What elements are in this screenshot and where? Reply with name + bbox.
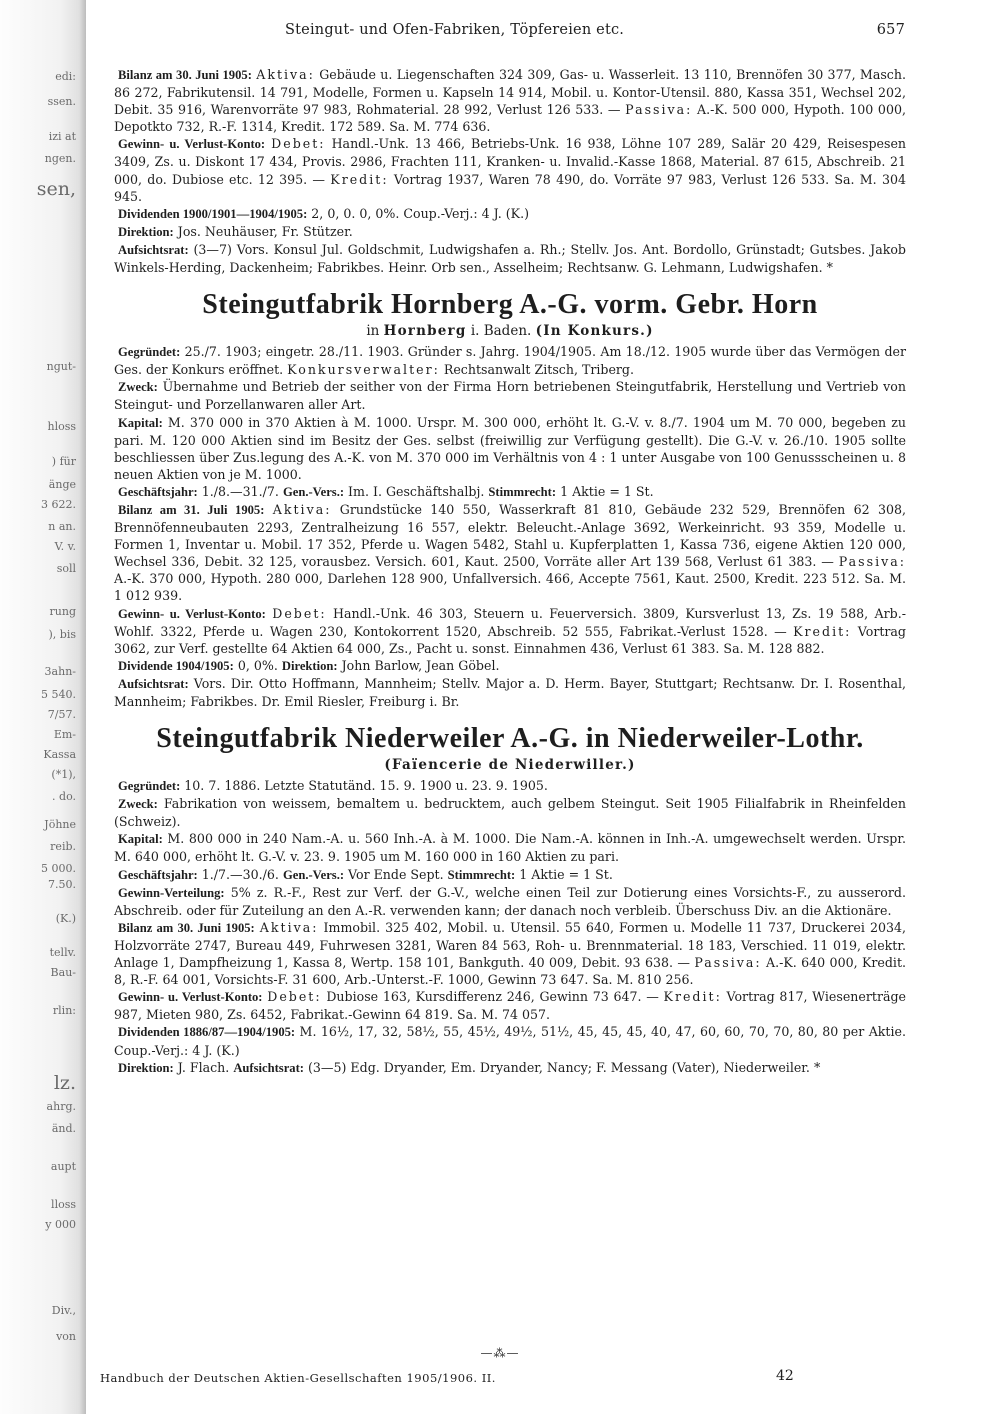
- signature-number: 42: [776, 1368, 794, 1384]
- adjacent-page-fragment: lz.: [53, 1072, 76, 1094]
- company-title: Steingutfabrik Hornberg A.-G. vorm. Gebr. Horn: [202, 289, 818, 321]
- adjacent-page-fragment: änge: [48, 478, 76, 491]
- label-guv: Gewinn- u. Verlust-Konto:: [118, 606, 266, 621]
- entry-continuation: [114, 66, 906, 276]
- company-subtitle: [114, 322, 906, 341]
- adjacent-page-fragment: ahrg.: [46, 1100, 76, 1113]
- subtitle-place: Hornberg: [383, 323, 467, 340]
- aufsichtsrat-text: (3—5) Edg. Dryander, Em. Dryander, Nancy; F. Messang (Vater), Niederweiler. *: [307, 1059, 821, 1075]
- debet-text: Handl.-Unk. 13 466, Betriebs-Unk. 16 938, Löhne 107 289, Salär 20 429, Reisespesen 3409, Zs. u. Diskont 17 434, Provis. 2986, Frachten 111, Kranken- u. Invalid.-Kasse 1868, Material. 87 615, Abschreib. 21 000, do. Dubiose etc. 12 395. —: [114, 136, 907, 187]
- profit-loss-account: [114, 605, 906, 657]
- capital: [114, 414, 906, 483]
- stimmrecht-text: 1 Aktie = 1 St.: [519, 866, 613, 882]
- label-aktiva: Aktiva:: [272, 501, 332, 517]
- adjacent-page-fragment: 5 540.: [41, 688, 76, 701]
- konkursverwalter-text: Rechtsanwalt Zitsch, Triberg.: [443, 362, 635, 378]
- adjacent-page-fragment: (K.): [55, 912, 76, 925]
- label-bilanz: Bilanz am 30. Juni 1905:: [118, 68, 252, 82]
- zweck-text: Übernahme und Betrieb der seither von der Firma Horn betriebenen Steingutfabrik, Herstellung und Vertrieb von Steingut- und Porzellanwaren aller Art.: [114, 379, 906, 413]
- adjacent-page-fragment: Em-: [53, 728, 76, 741]
- zweck-text: Fabrikation von weissem, bemaltem u. bedrucktem, auch gelbem Steingut. Seit 1905 Filialfabrik in Rheinfelden (Schweiz).: [114, 796, 906, 830]
- passiva-text: A.-K. 640 000, Kredit. 8, R.-F. 64 001, Vorsichts-F. 31 600, Arb.-Unterst.-F. 1000, Gewinn 73 647. Sa. M. 810 256.: [114, 955, 907, 988]
- label-bilanz: Bilanz am 30. Juni 1905:: [118, 920, 255, 935]
- label-guv: Gewinn- u. Verlust-Konto:: [118, 990, 263, 1005]
- subtitle-region: i. Baden.: [470, 323, 532, 340]
- adjacent-page-fragment: ngen.: [44, 152, 76, 165]
- stimmrecht-text: 1 Aktie = 1 St.: [560, 483, 654, 499]
- adjacent-page-fragment: y 000: [45, 1218, 76, 1231]
- label-passiva: Passiva:: [694, 955, 762, 971]
- label-debet: Debet:: [271, 136, 326, 152]
- label-gegruendet: Gegründet:: [118, 779, 181, 794]
- running-header: [285, 22, 905, 42]
- footer-title: Handbuch der Deutschen Aktien-Gesellschaften 1905/1906. II.: [100, 1371, 496, 1385]
- debet-text: Dubiose 163, Kursdifferenz 246, Gewinn 73 647. —: [326, 989, 659, 1005]
- label-gewinnverteilung: Gewinn-Verteilung:: [118, 885, 225, 900]
- aufsichtsrat-text: (3—7) Vors. Konsul Jul. Goldschmit, Ludwigshafen a. Rh.; Stellv. Jos. Ant. Bordollo, Grünstadt; Gutsbes. Jakob Winkels-Herding, Dackenheim; Fabrikbes. Heinr. Orb sen., Asselheim; Rechtsanw. G. Lehmann, Ludwigshafen. *: [114, 241, 906, 276]
- passiva-text: A.-K. 370 000, Hypoth. 280 000, Darlehen 128 900, Unfallversich. 466, Accepte 7561, Kaut. 2500, Kredit. 223 512. Sa. M. 1 012 939.: [114, 571, 906, 604]
- adjacent-page-fragment: sen,: [36, 178, 76, 200]
- adjacent-page-fragment: soll: [56, 562, 76, 575]
- label-debet: Debet:: [267, 989, 322, 1005]
- aktiva-text: Immobil. 325 402, Mobil. u. Utensil. 55 640, Formen u. Modelle 11 737, Druckerei 2034, Holzvorräte 2747, Bureau 449, Fuhrwesen 3281, Waren 84 563, Roh- u. Brennmaterial. 18 183, Verschied. 11 019, elektr. Anlage 1, Dampfheizung 1, Kassa 8, Wertp. 158 101, Bankguth. 40 009, Debit. 93 638. —: [114, 919, 906, 971]
- adjacent-page-fragment: edi:: [55, 70, 76, 83]
- label-dividenden: Dividenden 1886/87—1904/1905:: [118, 1025, 296, 1040]
- adjacent-page-fragment: ngut-: [46, 360, 76, 373]
- adjacent-page-fragment: V. v.: [54, 540, 76, 553]
- company-title: Steingutfabrik Niederweiler A.-G. in Niederweiler-Lothr.: [156, 723, 864, 755]
- adjacent-page-fragment: 5 000.: [41, 862, 76, 875]
- label-kapital: Kapital:: [118, 832, 163, 847]
- dividenden-text: 2, 0, 0. 0, 0%. Coup.-Verj.: 4 J. (K.): [311, 205, 529, 221]
- dividend-management: [114, 657, 906, 675]
- dividende-text: 0, 0%.: [237, 657, 278, 673]
- label-kredit: Kredit:: [793, 623, 852, 639]
- adjacent-page-fragment: ) für: [51, 455, 76, 468]
- adjacent-page-fragment: (*1),: [51, 768, 76, 781]
- label-genvers: Gen.-Vers.:: [282, 484, 345, 499]
- adjacent-page-fragment: izi at: [48, 130, 76, 143]
- label-dividenden: Dividenden 1900/1901—1904/1905:: [118, 206, 308, 221]
- subtitle-status: (In Konkurs.): [535, 323, 654, 340]
- label-passiva: Passiva:: [838, 554, 906, 570]
- label-passiva: Passiva:: [625, 102, 693, 118]
- label-kredit: Kredit:: [663, 989, 722, 1005]
- label-geschaeftsjahr: Geschäftsjahr:: [118, 867, 198, 882]
- kredit-text: Vortrag 1937, Waren 78 490, do. Vorräte 97 983, Verlust 126 533. Sa. M. 304 945.: [114, 171, 906, 204]
- label-direktion: Direktion:: [118, 1060, 174, 1075]
- label-stimmrecht: Stimmrecht:: [447, 867, 516, 882]
- gegruendet-text: 25./7. 1903; eingetr. 28./11. 1903. Gründer s. Jahrg. 1904/1905. Am 18./12. 1905 wurde über das Vermögen der Ges. der Konkurs eröffnet.: [114, 344, 906, 378]
- label-gegruendet: Gegründet:: [118, 345, 181, 360]
- kapital-text: M. 370 000 in 370 Aktien à M. 1000. Urspr. M. 300 000, erhöht lt. G.-V. v. 8./7. 1904 um M. 70 000, begeben zu pari. M. 120 000 Aktien sind im Besitz der Ges. selbst (freiwillig zur Verfügung gestellt). Die G.-V. v. 26./10. 1905 sollte beschliessen über Zus.legung des A.-K. von M. 370 000 im Verhältnis von 4 : 1 unter Ausgabe von 100 Genussscheinen u. 8 neuen Aktien von je M. 1000.: [114, 414, 906, 482]
- management: [114, 223, 906, 241]
- founded: [114, 777, 906, 795]
- aufsichtsrat-text: Vors. Dir. Otto Hoffmann, Mannheim; Stellv. Major a. D. Herm. Bayer, Stuttgart; Rechtsanw. Dr. I. Rosenthal, Mannheim; Fabrikbes. Dr. Emil Riesler, Freiburg i. Br.: [114, 675, 906, 709]
- balance-sheet: [114, 501, 906, 605]
- adjacent-page-fragment: aupt: [50, 1160, 76, 1173]
- profit-distribution: [114, 884, 906, 919]
- label-konkursverwalter: Konkursverwalter:: [287, 362, 440, 378]
- direktion-text: J. Flach.: [177, 1059, 230, 1075]
- gegruendet-text: 10. 7. 1886. Letzte Statutänd. 15. 9. 1900 u. 23. 9. 1905.: [184, 778, 548, 794]
- dividenden-text: M. 16½, 17, 32, 58½, 55, 45½, 49½, 51½, 45, 45, 45, 40, 47, 60, 60, 70, 70, 80, 80 per Aktie. Coup.-Verj.: 4 J. (K.): [114, 1024, 906, 1058]
- adjacent-page-fragment: lloss: [51, 1198, 76, 1211]
- adjacent-page-fragment: ssen.: [47, 95, 76, 108]
- adjacent-page-margin: [0, 0, 86, 1414]
- aktiva-text: Grundstücke 140 550, Wasserkraft 81 810, Gebäude 232 529, Brennöfen 62 308, Brennöfenneubauten 2293, Zentralheizung 16 557, elektr. Beleucht.-Anlage 3692, Werkeinricht. 93 359, Modelle u. Formen 1, Inventar u. Mobil. 17 352, Pferde u. Wagen 5482, Stahl u. Kupferplatten 1, Kassa 736, eigene Aktien 120 000, Wechsel 336, Debit. 32 125, vorausbez. Versich. 601, Kaut. 2500, Vorräte aller Art 139 568, Verlust 61 383. —: [114, 501, 906, 570]
- adjacent-page-fragment: 3ahn-: [44, 665, 76, 678]
- purpose: [114, 795, 906, 830]
- gewinnverteilung-text: 5% z. R.-F., Rest zur Verf. der G.-V., welche einen Teil zur Dotierung eines Vorsichts-F., zu ausserord. Abschreib. oder für Zuteilung an den A.-R. verwenden kann; der danach noch verbleib. Überschuss Div. an die Aktionäre.: [114, 884, 906, 918]
- subtitle-text: (Faïencerie de Niederwiller.): [384, 757, 636, 774]
- adjacent-page-fragment: hloss: [47, 420, 76, 433]
- fiscal-year: [114, 866, 906, 884]
- profit-loss-account: [114, 135, 906, 204]
- debet-text: Handl.-Unk. 46 303, Steuern u. Feuerversich. 3809, Kursverlust 13, Zs. 19 588, Arb.-Wohlf. 3322, Pferde u. Wagen 230, Kontokorrent 1520, Abschreib. 52 555, Fabrikat.-Verlust 1528. —: [114, 605, 906, 639]
- adjacent-page-fragment: von: [56, 1330, 76, 1343]
- management-board: [114, 1059, 906, 1077]
- adjacent-page-fragment: tellv.: [49, 946, 76, 959]
- label-direktion: Direktion:: [118, 224, 174, 239]
- label-aktiva: Aktiva:: [259, 919, 319, 935]
- running-title: Steingut- und Ofen-Fabriken, Töpfereien etc.: [285, 22, 625, 38]
- label-bilanz: Bilanz am 31. Juli 1905:: [118, 502, 265, 517]
- label-zweck: Zweck:: [118, 797, 158, 812]
- aktiva-text: Gebäude u. Liegenschaften 324 309, Gas- u. Wasserleit. 13 110, Brennöfen 30 377, Masch. 86 272, Fabrikutensil. 14 791, Modelle, Formen u. Kapseln 14 914, Mobil. u. Kontor-Utensil. 880, Kassa 351, Wechsel 202, Debit. 35 916, Warenvorräte 97 983, Rohmaterial. 28 992, Verlust 126 533. —: [114, 67, 906, 118]
- label-dividende: Dividende 1904/1905:: [118, 658, 234, 673]
- label-aufsichtsrat: Aufsichtsrat:: [118, 676, 189, 691]
- balance-sheet: [114, 919, 906, 988]
- adjacent-page-fragment: Kassa: [43, 748, 76, 761]
- dividends: [114, 205, 906, 223]
- page-content: [114, 66, 906, 1077]
- genvers-text: Vor Ende Sept.: [348, 866, 444, 882]
- adjacent-page-fragment: . do.: [52, 790, 76, 803]
- entry-niederweiler: [114, 722, 906, 1077]
- supervisory-board: [114, 241, 906, 276]
- kredit-text: Vortrag 817, Wiesenerträge 987, Mieten 980, Zs. 6452, Fabrikat.-Gewinn 64 819. Sa. M. 74 057.: [114, 989, 906, 1023]
- direktion-text: John Barlow, Jean Göbel.: [341, 657, 500, 673]
- company-subtitle: [114, 756, 906, 775]
- label-zweck: Zweck:: [118, 380, 158, 395]
- profit-loss-account: [114, 988, 906, 1023]
- page-footer: [90, 1368, 922, 1388]
- kredit-text: Vortrag 3062, zur Verf. gestellte 64 Aktien 64 000, Zs., Pacht u. sonst. Einnahmen 436, Verlust 61 383. Sa. M. 128 882.: [114, 623, 906, 656]
- entry-hornberg: [114, 288, 906, 710]
- fiscal-year: [114, 483, 906, 501]
- founded: [114, 343, 906, 378]
- adjacent-page-fragment: änd.: [51, 1122, 76, 1135]
- ornament-divider: —⁂—: [480, 1346, 520, 1360]
- passiva-text: A.-K. 500 000, Hypoth. 100 000, Depotkto 732, R.-F. 1314, Kredit. 172 589. Sa. M. 774 636.: [114, 102, 906, 135]
- adjacent-page-fragment: 7.50.: [48, 878, 76, 891]
- label-stimmrecht: Stimmrecht:: [488, 484, 557, 499]
- label-aufsichtsrat: Aufsichtsrat:: [118, 242, 189, 257]
- balance-sheet: [114, 66, 906, 135]
- label-geschaeftsjahr: Geschäftsjahr:: [118, 484, 198, 499]
- direktion-text: Jos. Neuhäuser, Fr. Stützer.: [177, 223, 353, 239]
- label-genvers: Gen.-Vers.:: [282, 867, 345, 882]
- adjacent-page-fragment: rlin:: [52, 1004, 76, 1017]
- adjacent-page-fragment: rung: [49, 605, 76, 618]
- geschaeftsjahr-text: 1./8.—31./7.: [201, 483, 279, 499]
- label-direktion: Direktion:: [281, 658, 338, 673]
- label-kredit: Kredit:: [330, 171, 389, 187]
- kapital-text: M. 800 000 in 240 Nam.-A. u. 560 Inh.-A. à M. 1000. Die Nam.-A. können in Inh.-A. umgewechselt werden. Urspr. M. 640 000, erhöht lt. G.-V. v. 23. 9. 1905 um M. 160 000 in 160 Aktien zu pari.: [114, 831, 906, 865]
- adjacent-page-fragment: reib.: [50, 840, 76, 853]
- dividends: [114, 1023, 906, 1058]
- label-kapital: Kapital:: [118, 415, 163, 430]
- subtitle-prefix: in: [366, 323, 380, 340]
- label-debet: Debet:: [272, 605, 327, 621]
- adjacent-page-fragment: Jöhne: [44, 818, 76, 831]
- geschaeftsjahr-text: 1./7.—30./6.: [201, 866, 279, 882]
- label-aktiva: Aktiva:: [256, 67, 315, 82]
- capital: [114, 830, 906, 865]
- adjacent-page-fragment: 7/57.: [47, 708, 76, 721]
- adjacent-page-fragment: ), bis: [48, 628, 76, 641]
- label-guv: Gewinn- u. Verlust-Konto:: [118, 137, 266, 152]
- adjacent-page-fragment: 3 622.: [41, 498, 76, 511]
- purpose: [114, 378, 906, 413]
- adjacent-page-fragment: Bau-: [50, 966, 76, 979]
- label-aufsichtsrat: Aufsichtsrat:: [233, 1060, 304, 1075]
- genvers-text: Im. I. Geschäftshalbj.: [348, 483, 485, 499]
- adjacent-page-fragment: Div.,: [51, 1304, 76, 1317]
- page-number: 657: [876, 22, 905, 38]
- adjacent-page-fragment: n an.: [48, 520, 76, 533]
- supervisory-board: [114, 675, 906, 710]
